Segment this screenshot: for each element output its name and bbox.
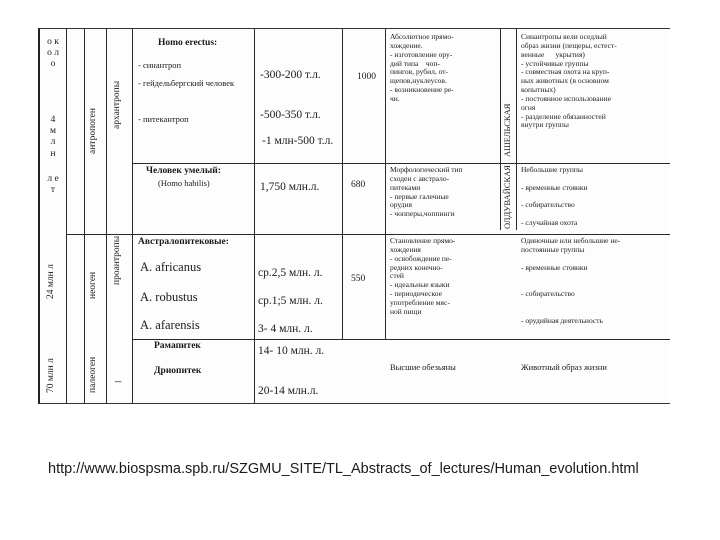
culture-acheulean: АШЕЛЬСКАЯ <box>502 103 512 157</box>
species-pithecanthropus: - питекантроп <box>138 114 189 124</box>
anatomy-australopithecines: Становление прямо- хождения - освобождение пе- редних конечно- стей - идеальные языки - периодическое употребление мяс- ной пищи <box>390 236 456 316</box>
row-title-ramapithecus: Рамапитек <box>154 341 201 351</box>
scanned-table <box>38 28 670 404</box>
species-africanus: A. africanus <box>140 260 202 274</box>
age-homo-habilis: 1,750 млн.л. <box>260 181 320 193</box>
age-afarensis: 3- 4 млн. л. <box>258 323 313 335</box>
species-afarensis: A. afarensis <box>140 318 200 332</box>
group-dash: – <box>115 374 122 388</box>
anatomy-ramapithecus: Высшие обезьяны <box>390 362 456 372</box>
age-heidelberg: -500-350 т.л. <box>260 109 321 121</box>
period-paleogen: палеоген <box>88 356 98 393</box>
anatomy-homo-habilis: Морфологический тип сходен с австрало- питеками - первые галечные орудия - чопперы,чоппинги <box>390 165 463 219</box>
row-title-australopithecines: Австралопитековые: <box>138 237 229 247</box>
row-subtitle-homo-habilis: (Homo habilis) <box>158 178 210 188</box>
lifestyle-homo-habilis: Небольшие группы - временные стоянки - собирательство - случайная охота <box>521 165 588 228</box>
era-okolo: о к о л о <box>47 37 59 70</box>
group-archanthropes: архантропы <box>112 80 122 129</box>
row-title-homo-habilis: Человек умелый: <box>146 166 221 176</box>
brain-homo-erectus: 1000 <box>357 72 376 82</box>
era-four-mln: 4 м л н <box>49 115 56 159</box>
period-antropogen: антропоген <box>88 108 98 154</box>
row-title-homo-erectus: Homo erectus: <box>158 38 218 48</box>
brain-homo-habilis: 680 <box>351 180 366 190</box>
lifestyle-ramapithecus: Животный образ жизни <box>521 362 607 372</box>
row-title-dryopithecus: Дриопитек <box>154 366 202 376</box>
period-neogen: неоген <box>88 271 98 299</box>
species-heidelberg: - гейдельбергский человек <box>138 78 235 88</box>
age-sinanthropus: -300-200 т.л. <box>260 69 321 81</box>
brain-australopithecines: 550 <box>351 274 366 284</box>
age-africanus: ср.2,5 млн. л. <box>258 267 323 279</box>
source-url-caption: http://www.biospsma.spb.ru/SZGMU_SITE/TL_Abstracts_of_lectures/Human_evolution.html <box>48 461 639 477</box>
age-ramapithecus: 14- 10 млн. л. <box>258 345 325 357</box>
anatomy-homo-erectus: Абсолютное прямо- хождение. - изготовление ору- дий типа чоп- пингов, рубил, от- щепов,нуклеусов. - возникновение ре- чи. <box>390 32 454 103</box>
species-sinanthropus: - синантроп <box>138 60 182 70</box>
era-24-mln: 24 млн л <box>46 264 56 299</box>
lifestyle-homo-erectus: Синантропы вели оседлый образ жизни (пещеры, естест- венные укрытия) - устойчивые группы - совместная охота на круп- ных животных (в основном копытных) - постоянное использование огня - разделение обязанностей внутри группы <box>521 32 617 130</box>
species-robustus: A. robustus <box>140 290 198 304</box>
culture-olduvai: ОЛДУВАЙСКАЯ <box>502 165 512 229</box>
age-dryopithecus: 20-14 млн.л. <box>258 385 319 397</box>
era-let: л е т <box>47 174 59 196</box>
era-70-mln: 70 млн л <box>46 358 56 393</box>
age-robustus: ср.1;5 млн. л. <box>258 295 323 307</box>
lifestyle-australopithecines: Одиночные или небольшие не- постоянные группы - временные стоянки - собирательство - орудийная деятельность <box>521 236 621 325</box>
age-pithecanthropus: -1 млн-500 т.л. <box>262 135 334 147</box>
group-proanthropes: проантропы <box>112 235 122 285</box>
